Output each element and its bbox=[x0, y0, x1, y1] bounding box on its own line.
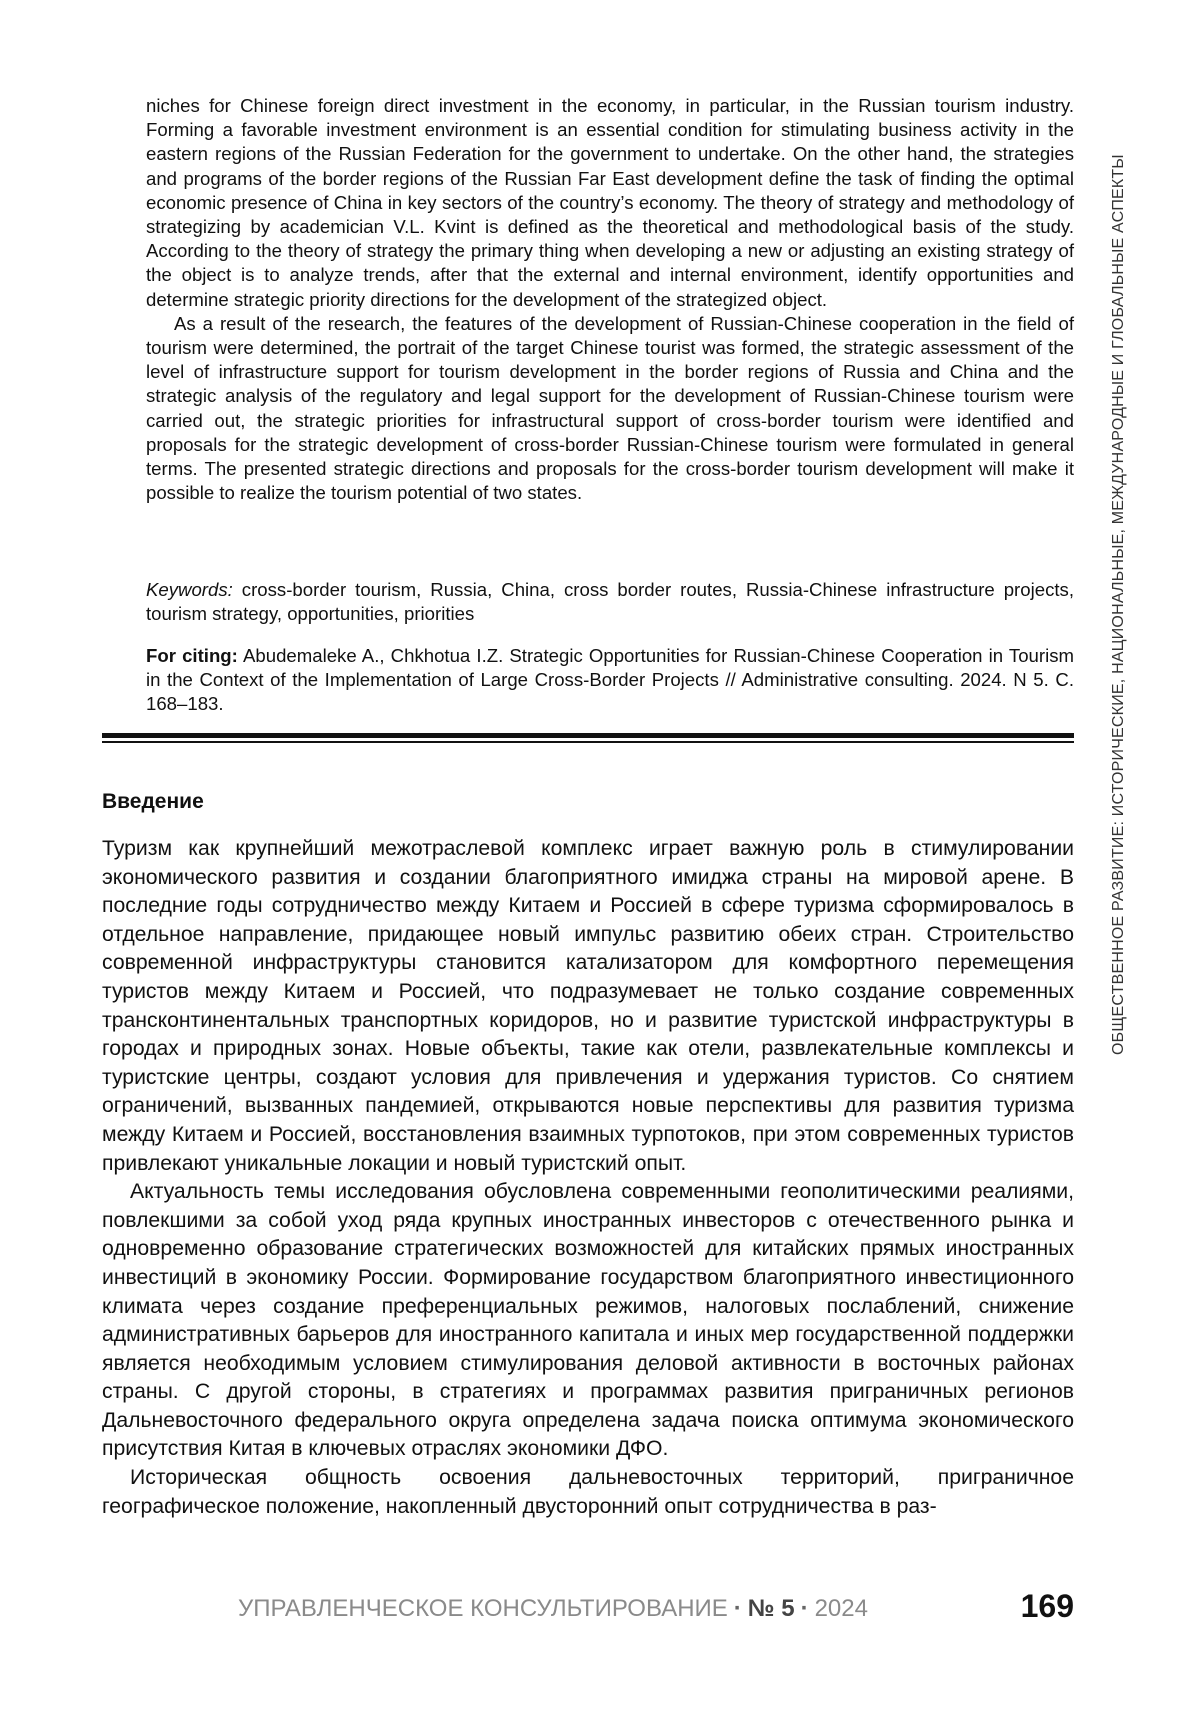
divider-thin bbox=[102, 741, 1074, 743]
divider-thick bbox=[102, 733, 1074, 738]
keywords-text: cross-border tourism, Russia, China, cross border routes, Russia-Chinese infrastructure projects, tourism strategy, opportunities, priorities bbox=[146, 579, 1074, 625]
journal-name: УПРАВЛЕНЧЕСКОЕ КОНСУЛЬТИРОВАНИЕ bbox=[238, 1595, 728, 1622]
keywords bbox=[146, 578, 1074, 626]
footer-separator-2: · bbox=[800, 1595, 809, 1622]
body-paragraph-1: Туризм как крупнейший межотраслевой комплекс играет важную роль в стимулировании экономического развития и создании благоприятного имиджа страны на мировой арене. В последние годы сотрудничество между Китаем и Россией в сфере туризма сформировалось в отдельное направление, придающее новый импульс развитию обеих стран. Строительство современной инфраструктуры становится катализатором для комфортного перемещения туристов между Китаем и Россией, что подразумевает не только создание современных трансконтинентальных транспортных коридоров, но и развитие туристской инфраструктуры в городах и природных зонах. Новые объекты, такие как отели, развлекательные комплексы и туристские центры, создают условия для привлечения и удержания туристов. Со снятием ограничений, вызванных пандемией, открываются новые перспективы для развития туризма между Китаем и Россией, восстановления взаимных турпотоков, при этом современных туристов привлекают уникальные локации и новый туристский опыт. bbox=[102, 837, 1074, 1175]
running-section-title: ОБЩЕСТВЕННОЕ РАЗВИТИЕ: ИСТОРИЧЕСКИЕ, НАЦИОНАЛЬНЫЕ, МЕЖДУНАРОДНЫЕ И ГЛОБАЛЬНЫЕ АСПЕКТЫ bbox=[1110, 154, 1127, 1055]
journal-footer bbox=[238, 1595, 868, 1623]
section-body bbox=[102, 835, 1074, 1521]
body-paragraph-2: Актуальность темы исследования обусловлена современными геополитическими реалиями, повлекшими за собой уход ряда крупных иностранных инвесторов с отечественного рынка и одновременно образование стратегических возможностей для китайских прямых иностранных инвестиций в экономику России. Формирование государством благоприятного инвестиционного климата через создание преференциальных режимов, налоговых послаблений, снижение административных барьеров для иностранного капитала и иных мер государственной поддержки является необходимым условием стимулирования деловой активности в восточных районах страны. С другой стороны, в стратегиях и программах развития приграничных регионов Дальневосточного федерального округа определена задача поиска оптимума экономического присутствия Китая в ключевых отраслях экономики ДФО. bbox=[102, 1180, 1074, 1461]
issue-year: 2024 bbox=[814, 1595, 868, 1622]
page-number: 169 bbox=[1020, 1588, 1074, 1624]
footer-separator: · bbox=[733, 1595, 742, 1622]
citation-label: For citing: bbox=[146, 645, 238, 666]
section-heading: Введение bbox=[102, 790, 204, 813]
abstract-paragraph-1: niches for Chinese foreign direct investment in the economy, in particular, in the Russian tourism industry. Forming a favorable investment environment is an essential condition for stimulating business activity in the eastern regions of the Russian Federation for the government to undertake. On the other hand, the strategies and programs of the border regions of the Russian Far East development define the task of finding the optimal economic presence of China in key sectors of the country’s economy. The theory of strategy and methodology of strategizing by academician V.L. Kvint is defined as the theoretical and methodological basis of the study. According to the theory of strategy the primary thing when developing a new or adjusting an existing strategy of the object is to analyze trends, after that the external and internal environment, identify opportunities and determine strategic priority directions for the development of the strategized object. bbox=[146, 95, 1074, 310]
body-paragraph-3: Историческая общность освоения дальневосточных территорий, приграничное географическое положение, накопленный двусторонний опыт сотрудничества в раз- bbox=[102, 1466, 1074, 1518]
citation bbox=[146, 644, 1074, 717]
abstract bbox=[146, 94, 1074, 505]
keywords-label: Keywords: bbox=[146, 579, 233, 600]
abstract-paragraph-2: As a result of the research, the features of the development of Russian-Chinese cooperation in the field of tourism were determined, the portrait of the target Chinese tourist was formed, the strategic assessment of the level of infrastructure support for tourism development in the border regions of Russia and China and the strategic analysis of the regulatory and legal support for the development of Russian-Chinese tourism were carried out, the strategic priorities for infrastructural support of cross-border tourism were identified and proposals for the strategic development of cross-border Russian-Chinese tourism were formulated in general terms. The presented strategic directions and proposals for the cross-border tourism development will make it possible to realize the tourism potential of two states. bbox=[146, 312, 1074, 504]
citation-text: Abudemaleke A., Chkhotua I.Z. Strategic Opportunities for Russian-Chinese Cooperation in Tourism in the Context of the Implementation of Large Cross-Border Projects // Administrative consulting. 2024. N 5. С. 168–183. bbox=[146, 645, 1075, 715]
issue-number: № 5 bbox=[747, 1595, 795, 1622]
